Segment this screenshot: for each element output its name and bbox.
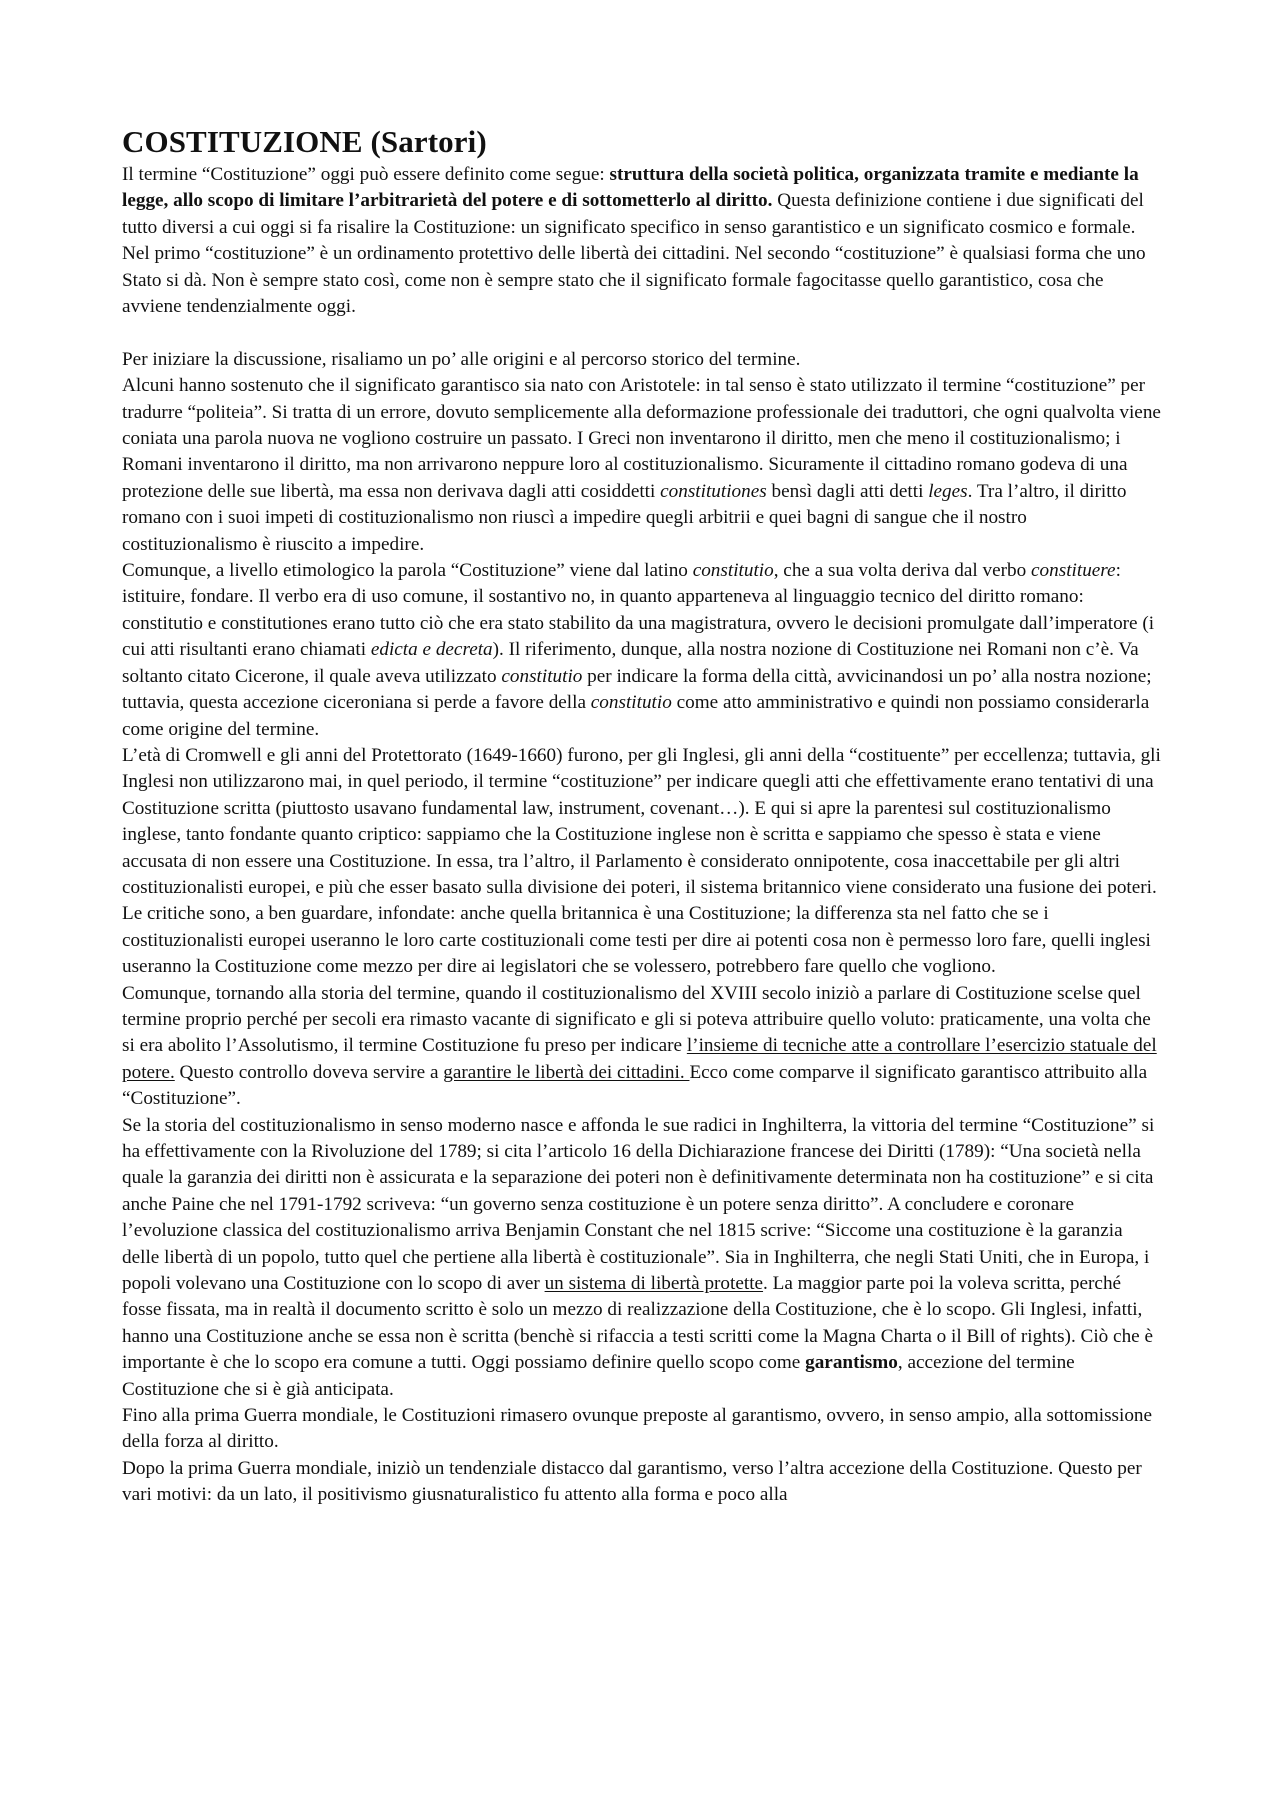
- paragraph-text: ). Il riferimento, dunque, alla nostra nozione di Costituzione nei Romani non c’è. Va soltanto citato Cicerone, il quale aveva utilizzato: [122, 639, 1139, 687]
- document-body: [122, 162, 1162, 1509]
- paragraph-first-war: Fino alla prima Guerra mondiale, le Costituzioni rimasero ovunque preposte al garantismo, ovvero, in senso ampio, alla sottomissione della forza al diritto.: [122, 1405, 1153, 1453]
- paragraph-text: Comunque, a livello etimologico la parola “Costituzione” viene dal latino: [122, 560, 693, 582]
- paragraph-text: Il termine “Costituzione” oggi può essere definito come segue:: [122, 164, 610, 185]
- paragraph-text: Questa definizione contiene i due significati del tutto diversi a cui oggi si fa risalire la Costituzione: un significato specifico in senso garantistico e un significato cosmico e formale. Nel primo “costituzione” è un ordinamento protettivo delle libertà dei cittadini. Nel secondo “costituzione” è qualsiasi forma che uno Stato si dà. Non è sempre stato così, come non è sempre stato che il significato formale fagocitasse quello garantistico, cosa che avviene tendenzialmente oggi.: [122, 190, 1146, 318]
- italic-term: constitutiones: [660, 480, 767, 502]
- paragraph-xviii-century: [122, 981, 1162, 1113]
- paragraph-text: come atto amministrativo e quindi non possiamo considerarla come origine del termine.: [122, 692, 1150, 740]
- bold-term: garantismo: [805, 1352, 898, 1374]
- paragraph-text: : istituire, fondare. Il verbo era di uso comune, il sostantivo no, in quanto apparteneva al linguaggio tecnico del diritto romano: constitutio e constitutiones erano tutto ciò che era stato stabilito da una magistratura, ovvero le decisioni promulgate dall’imperatore (i cui atti risultanti erano chiamati: [122, 560, 1155, 661]
- paragraph-text: per indicare la forma della città, avvicinandosi un po’ alla nostra nozione; tuttavia, questa accezione ciceroniana si perde a favore della: [122, 665, 1152, 714]
- paragraph-text: bensì dagli atti detti: [766, 480, 929, 502]
- paragraph-definition: [122, 162, 1162, 320]
- italic-term: constitutio: [590, 692, 672, 714]
- paragraph-text: , che a sua volta deriva dal verbo: [773, 560, 1032, 582]
- paragraph-text: Questo controllo doveva servire a: [174, 1061, 444, 1083]
- italic-term: constitutio: [501, 665, 583, 687]
- underlined-phrase: un sistema di libertà protette: [544, 1273, 764, 1295]
- italic-term: constituere: [1031, 560, 1116, 582]
- document-title: COSTITUZIONE (Sartori): [122, 124, 487, 159]
- paragraph-after-war: Dopo la prima Guerra mondiale, iniziò un tendenziale distacco dal garantismo, verso l’altra accezione della Costituzione. Questo per vari motivi: da un lato, il positivismo giusnaturalistico fu attento alla forma e poco alla: [122, 1457, 1142, 1506]
- paragraph-revolution: [122, 1113, 1162, 1403]
- paragraph-cromwell: L’età di Cromwell e gli anni del Protettorato (1649-1660) furono, per gli Inglesi, gli anni della “costituente” per eccellenza; tuttavia, gli Inglesi non utilizzarono mai, in quel periodo, il termine “costituzione” per indicare quegli atti che effettivamente erano tentativi di una Costituzione scritta (piuttosto usavano fundamental law, instrument, covenant…). E qui si apre la parentesi sul costituzionalismo inglese, tanto fondante quanto criptico: sappiamo che la Costituzione inglese non è scritta e sappiamo che spesso è stata e viene accusata di non essere una Costituzione. In essa, tra l’altro, il Parlamento è considerato onnipotente, cosa inaccettabile per gli altri costituzionalisti europei, e più che esser basato sulla divisione dei poteri, il sistema britannico viene considerato una fusione dei poteri. Le critiche sono, a ben guardare, infondate: anche quella britannica è una Costituzione; la differenza sta nel fatto che se i costituzionalisti europei useranno le loro carte costituzionali come testi per dire ai potenti cosa non è permesso loro fare, quelli inglesi useranno la Costituzione come mezzo per dire ai legislatori che se volessero, potrebbero fare quello che vogliono.: [122, 744, 1161, 978]
- paragraph-text: Se la storia del costituzionalismo in senso moderno nasce e affonda le sue radici in Inghilterra, la vittoria del termine “Costituzione” si ha effettivamente con la Rivoluzione del 1789; si cita l’articolo 16 della Dichiarazione francese dei Diritti (1789): “Una società nella quale la garanzia dei diritti non è assicurata e la separazione dei poteri non è definitivamente determinata non ha costituzione” e si cita anche Paine che nel 1791-1792 scriveva: “un governo senza costituzione è un potere senza diritto”. A concludere e coronare l’evoluzione classica del costituzionalismo arriva Benjamin Constant che nel 1815 scrive: “Siccome una costituzione è la garanzia delle libertà di un popolo, tutto quel che pertiene alla libertà è costituzionale”. Sia in Inghilterra, che negli Stati Uniti, che in Europa, i popoli volevano una Costituzione con lo scopo di aver: [122, 1114, 1155, 1295]
- italic-term: edicta e decreta: [370, 639, 493, 661]
- paragraph-text: . Tra l’altro, il diritto romano con i suoi impeti di costituzionalismo non riuscì a impedire quegli arbitrii e quei bagni di sangue che il nostro costituzionalismo è riuscito a impedire.: [122, 480, 1127, 555]
- paragraph-text: , accezione del termine Costituzione che si è già anticipata.: [122, 1352, 1075, 1400]
- paragraph-text: . La maggior parte poi la voleva scritta, perché fosse fissata, ma in realtà il documento scritto è solo un mezzo di realizzazione della Costituzione, che è lo scopo. Gli Inglesi, infatti, hanno una Costituzione anche se essa non è scritta (benchè si rifaccia a testi scritti come la Magna Charta o il Bill of rights). Ciò che è importante è che lo scopo era comune a tutti. Oggi possiamo definire quello scopo come: [122, 1273, 1154, 1374]
- paragraph-text: Ecco come comparve il significato garantisco attribuito alla “Costituzione”.: [122, 1061, 1148, 1110]
- paragraph-etymology: [122, 558, 1162, 743]
- italic-term: constitutio: [692, 560, 774, 582]
- underlined-phrase: l’insieme di tecniche atte a controllare l’esercizio statuale del potere.: [122, 1035, 1157, 1083]
- italic-term: leges: [928, 480, 968, 502]
- paragraph-text: Comunque, tornando alla storia del termine, quando il costituzionalismo del XVIII secolo iniziò a parlare di Costituzione scelse quel termine proprio perché per secoli era rimasto vacante di significato e gli si poteva attribuire quello voluto: praticamente, una volta che si era abolito l’Assolutismo, il termine Costituzione fu preso per indicare: [122, 982, 1151, 1057]
- paragraph-aristotle: [122, 373, 1162, 558]
- underlined-phrase: garantire le libertà dei cittadini.: [443, 1061, 690, 1083]
- paragraph-text: Alcuni hanno sostenuto che il significato garantisco sia nato con Aristotele: in tal senso è stato utilizzato il termine “costituzione” per tradurre “politeia”. Si tratta di un errore, dovuto semplicemente alla deformazione professionale dei traduttori, che ogni qualvolta viene coniata una parola nuova ne vogliono costruire un passato. I Greci non inventarono il diritto, men che meno il costituzionalismo; i Romani inventarono il diritto, ma non arrivarono neppure loro al costituzionalismo. Sicuramente il cittadino romano godeva di una protezione delle sue libertà, ma essa non derivava dagli atti cosiddetti: [122, 375, 1161, 502]
- definition-bold: struttura della società politica, organizzata tramite e mediante la legge, allo scopo di limitare l’arbitrarietà del potere e di sottometterlo al diritto.: [122, 164, 1139, 212]
- paragraph-intro: Per iniziare la discussione, risaliamo un po’ alle origini e al percorso storico del termine.: [122, 348, 801, 370]
